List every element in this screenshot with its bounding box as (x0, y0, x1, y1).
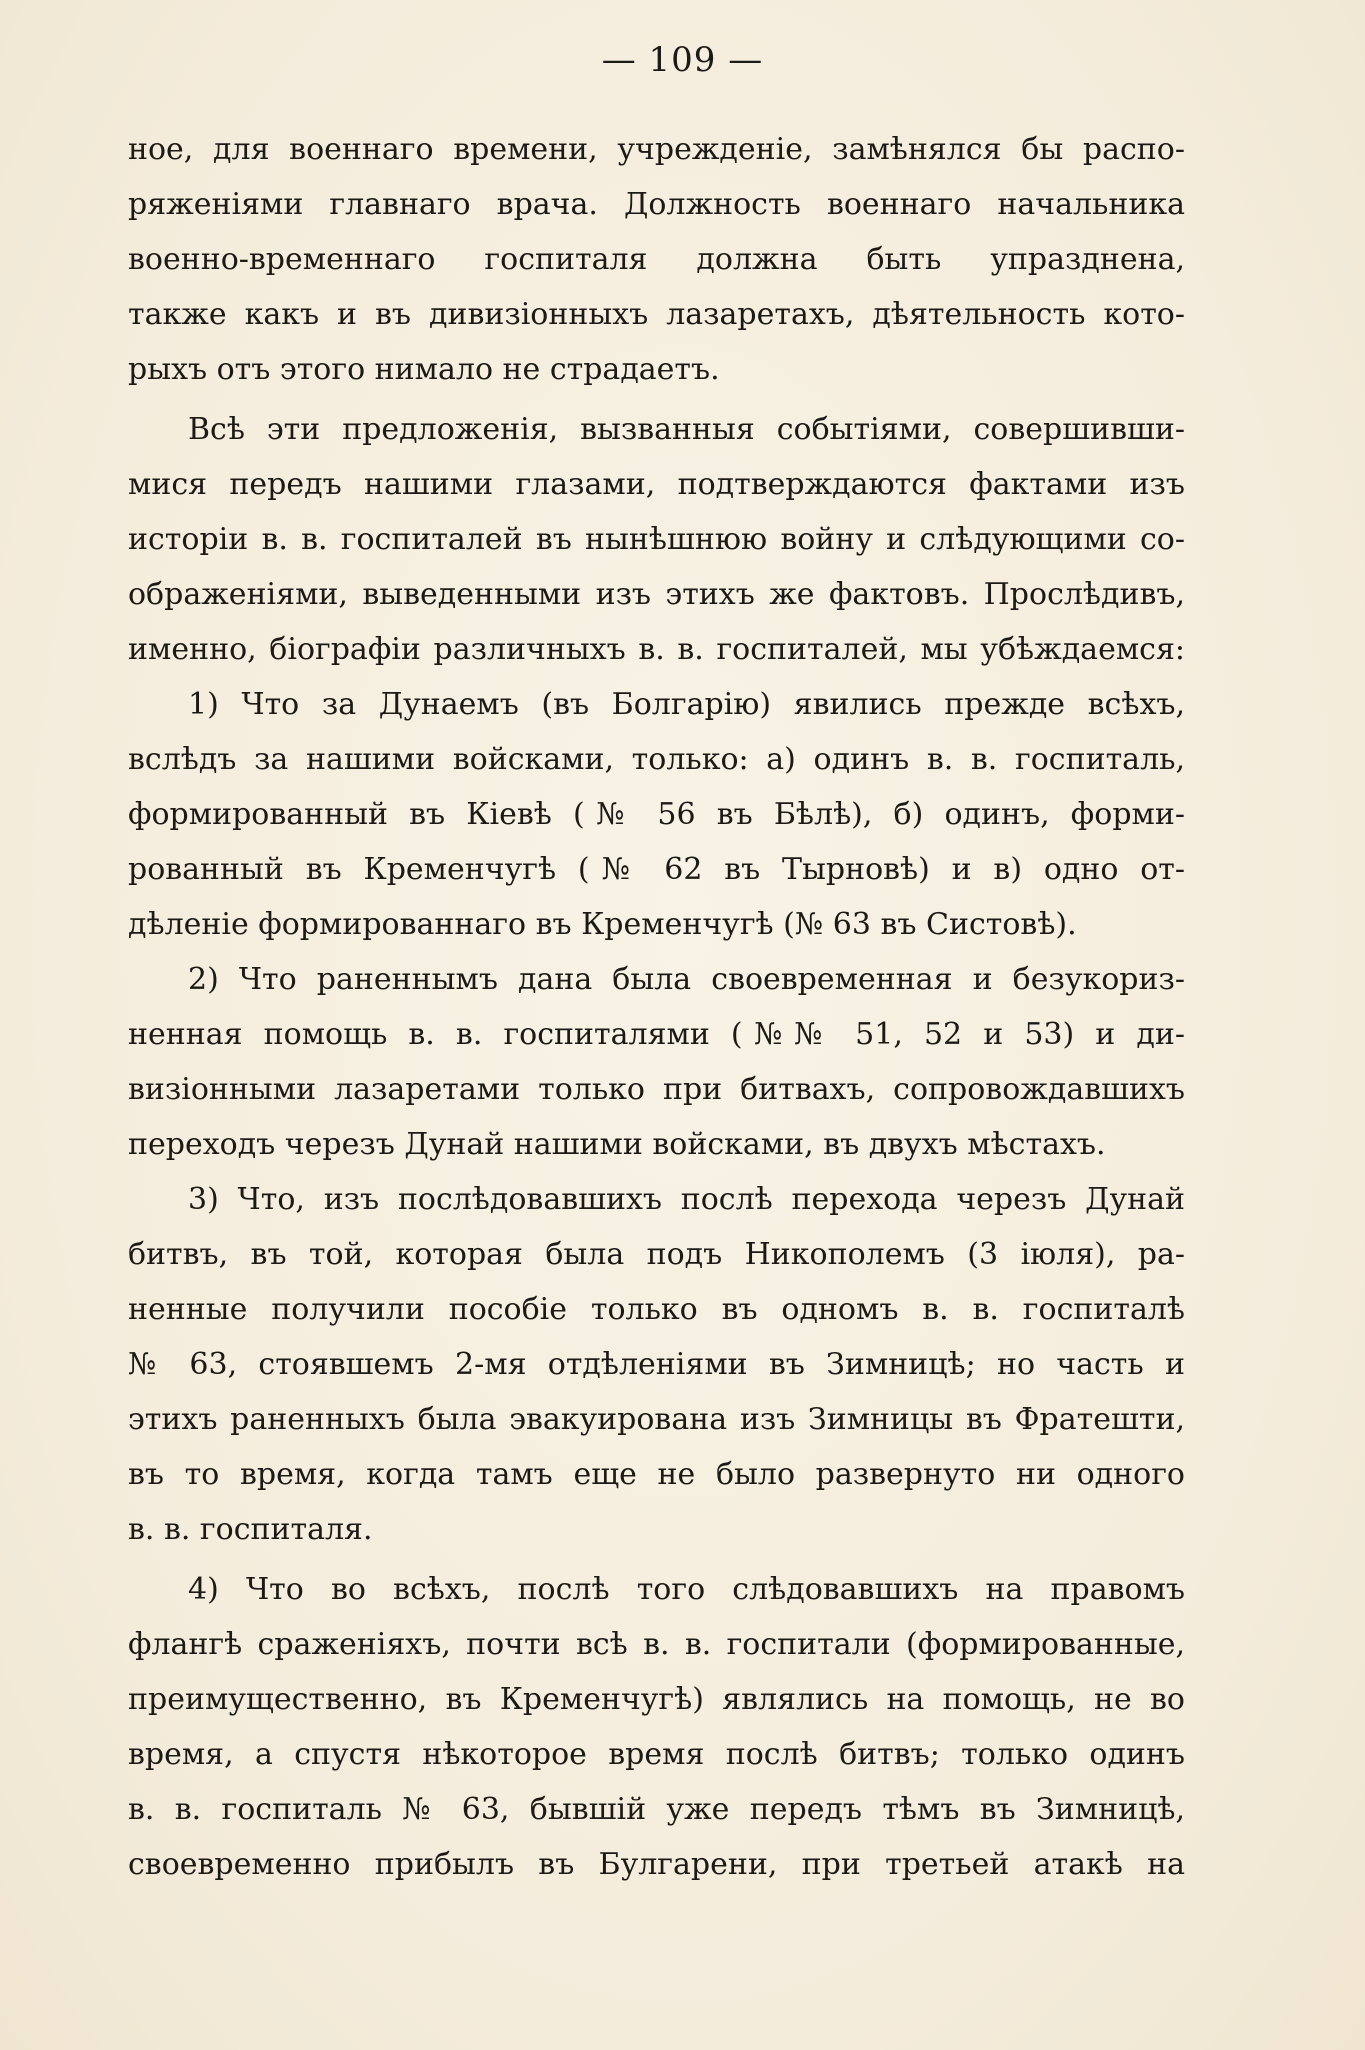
text-line: 4) Что во всѣхъ, послѣ того слѣдовавшихъ на правомъ (188, 1572, 1185, 1607)
text-line: исторіи в. в. госпиталей въ нынѣшнюю войну и слѣдующими со- (128, 522, 1185, 557)
text-line: дѣленіе формированнаго въ Кременчугѣ (№ 63 въ Систовѣ). (128, 907, 1077, 942)
text-line: ное, для военнаго времени, учрежденіе, замѣнялся бы распо- (128, 132, 1185, 167)
page-number: — 109 — (601, 40, 764, 80)
text-line: 1) Что за Дунаемъ (въ Болгарію) явились прежде всѣхъ, (188, 687, 1185, 722)
text-line: формированный въ Кіевѣ (№ 56 въ Бѣлѣ), б) одинъ, форми- (128, 797, 1185, 832)
text-line: битвъ, въ той, которая была подъ Никополемъ (3 іюля), ра- (128, 1237, 1185, 1272)
text-line: въ то время, когда тамъ еще не было развернуто ни одного (128, 1457, 1185, 1492)
text-line: преимущественно, въ Кременчугѣ) являлись на помощь, не во (128, 1682, 1185, 1717)
text-line: в. в. госпиталя. (128, 1512, 373, 1547)
text-line: именно, біографіи различныхъ в. в. госпиталей, мы убѣждаемся: (128, 632, 1185, 667)
text-line: военно-временнаго госпиталя должна быть упразднена, (128, 242, 1185, 277)
text-line: в. в. госпиталь № 63, бывшій уже передъ тѣмъ въ Зимницѣ, (128, 1792, 1185, 1827)
text-line: 3) Что, изъ послѣдовавшихъ послѣ перехода черезъ Дунай (188, 1182, 1185, 1217)
text-line: время, а спустя нѣкоторое время послѣ битвъ; только одинъ (128, 1737, 1185, 1772)
body-text (128, 122, 1185, 1892)
text-line: своевременно прибылъ въ Булгарени, при третьей атакѣ на (128, 1847, 1185, 1882)
text-line: также какъ и въ дивизіонныхъ лазаретахъ, дѣятельность кото- (128, 297, 1185, 332)
text-line: ненные получили пособіе только въ одномъ в. в. госпиталѣ (128, 1292, 1185, 1327)
text-line: ненная помощь в. в. госпиталями (№№ 51, 52 и 53) и ди- (128, 1017, 1185, 1052)
text-line: рыхъ отъ этого нимало не страдаетъ. (128, 352, 720, 387)
text-line: рованный въ Кременчугѣ (№ 62 въ Тырновѣ) и в) одно от- (128, 852, 1185, 887)
text-line: мися передъ нашими глазами, подтверждаются фактами изъ (128, 467, 1185, 502)
text-line: переходъ черезъ Дунай нашими войсками, въ двухъ мѣстахъ. (128, 1127, 1106, 1162)
text-line: этихъ раненныхъ была эвакуирована изъ Зимницы въ Фратешти, (128, 1402, 1185, 1437)
text-line: № 63, стоявшемъ 2-мя отдѣленіями въ Зимницѣ; но часть и (128, 1347, 1185, 1382)
text-line: Всѣ эти предложенія, вызванныя событіями, совершивши- (188, 412, 1185, 447)
text-line: ображеніями, выведенными изъ этихъ же фактовъ. Прослѣдивъ, (128, 577, 1185, 612)
text-line: ряженіями главнаго врача. Должность военнаго начальника (128, 187, 1185, 222)
text-line: 2) Что раненнымъ дана была своевременная и безукориз- (188, 962, 1185, 997)
text-line: вслѣдъ за нашими войсками, только: а) одинъ в. в. госпиталь, (128, 742, 1185, 777)
text-line: визіонными лазаретами только при битвахъ, сопровождавшихъ (128, 1072, 1185, 1107)
text-line: флангѣ сраженіяхъ, почти всѣ в. в. госпитали (формированные, (128, 1627, 1185, 1662)
